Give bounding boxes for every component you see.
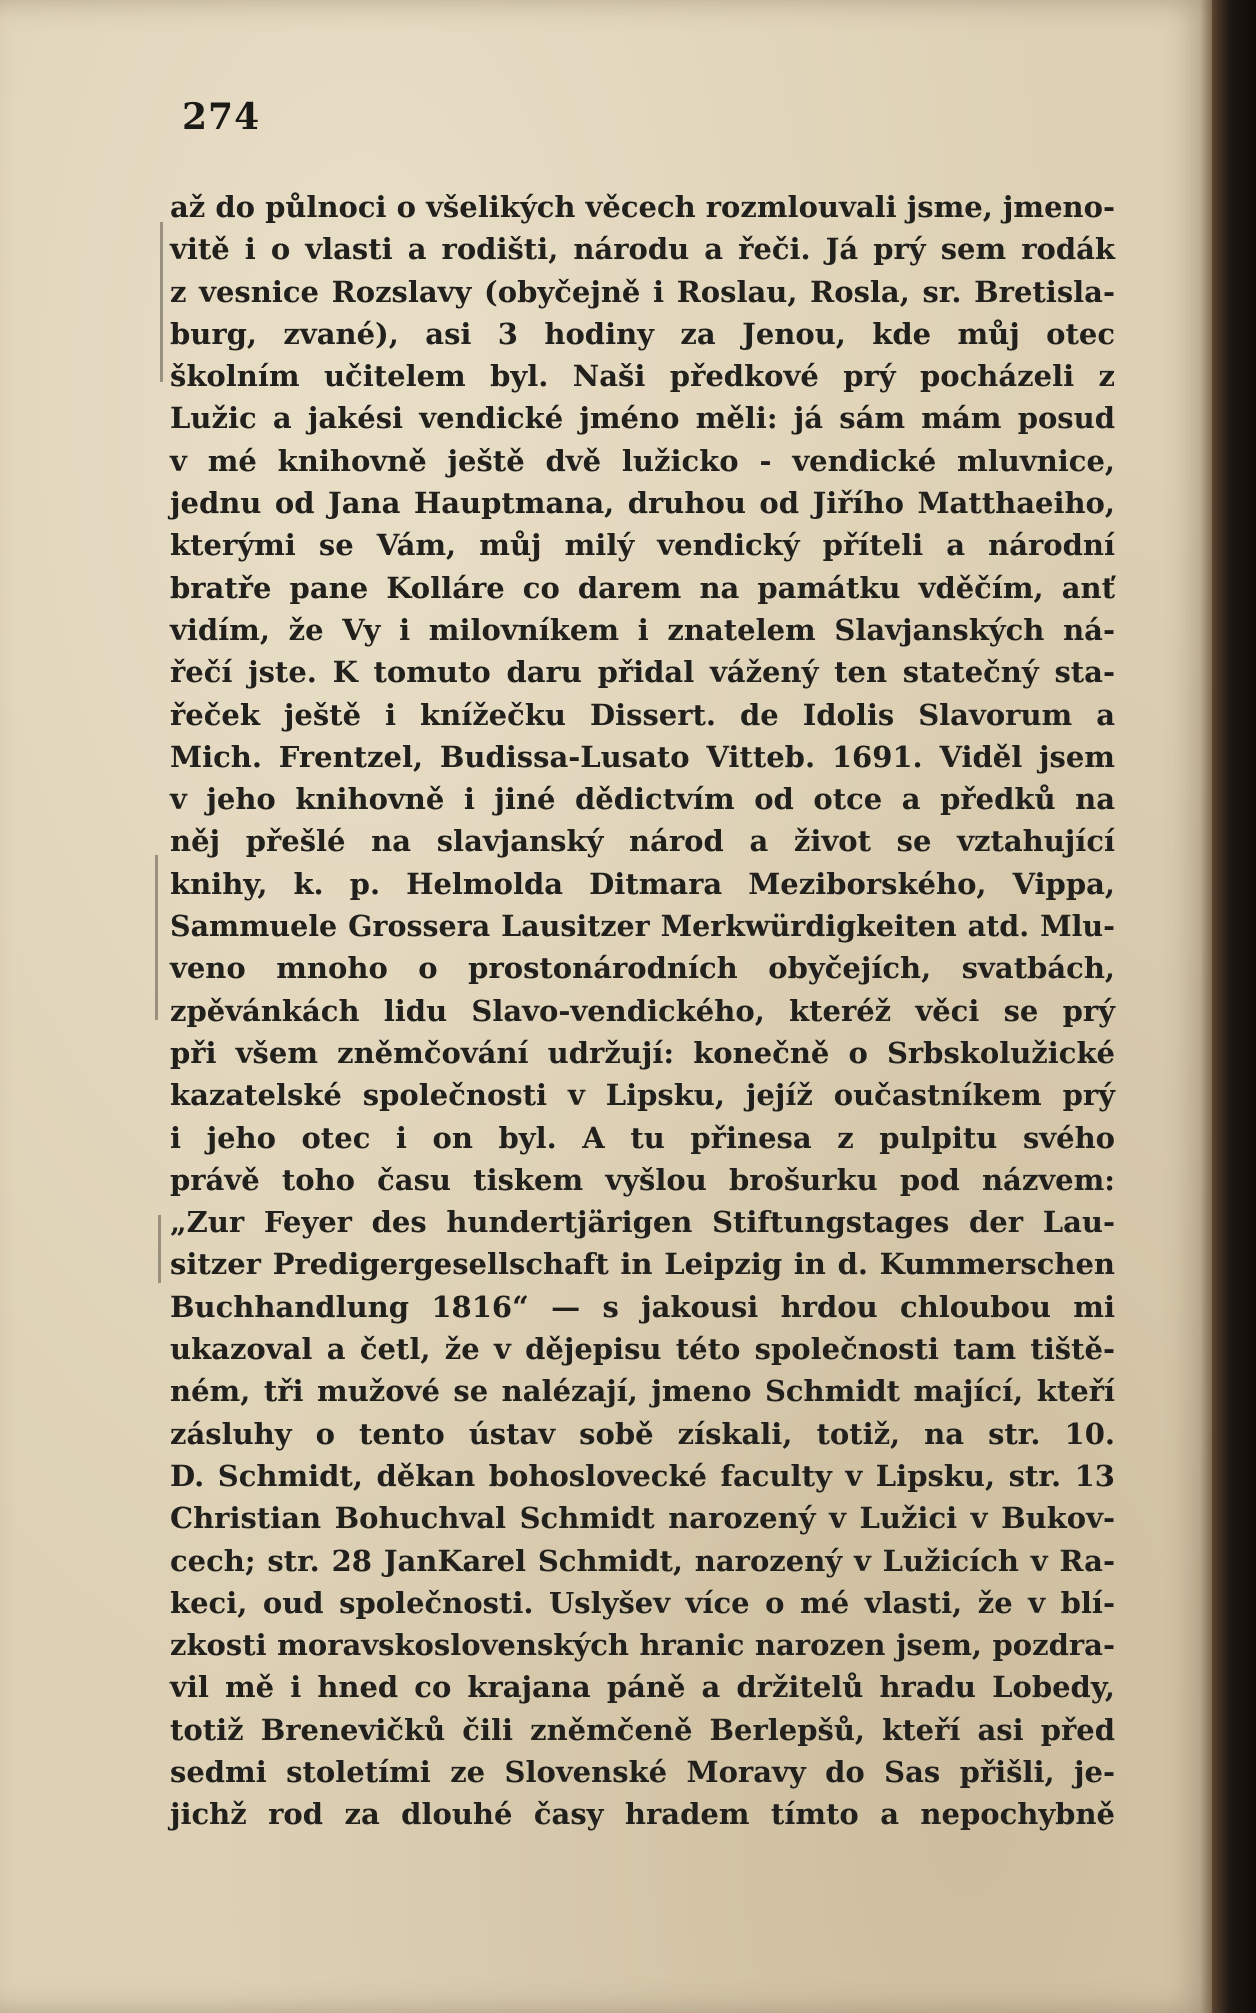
text-line: vil mě i hned co krajana páně a držitelů hradu Lobedy, [170, 1670, 1115, 1705]
text-line: v jeho knihovně i jiné dědictvím od otce a předků na [170, 782, 1115, 817]
text-line: řečí jste. K tomuto daru přidal vážený ten statečný sta- [170, 655, 1115, 690]
text-line: totiž Brenevičků čili zněmčeně Berlepšů, kteří asi před [170, 1712, 1115, 1747]
body-text [170, 186, 1115, 1836]
text-line: i jeho otec i on byl. A tu přinesa z pulpitu svého [170, 1120, 1115, 1155]
text-line: Mich. Frentzel, Budissa-Lusato Vitteb. 1691. Viděl jsem [170, 739, 1115, 774]
text-line: ném, tři mužové se nalézají, jmeno Schmidt mající, kteří [170, 1374, 1115, 1409]
text-line: vidím, že Vy i milovníkem i znatelem Slavjanských ná- [170, 612, 1115, 647]
page-edge-shadow [1200, 0, 1212, 2013]
text-line: veno mnoho o prostonárodních obyčejích, svatbách, [170, 951, 1115, 986]
text-line: „Zur Feyer des hundertjärigen Stiftungstages der Lau- [170, 1205, 1115, 1240]
text-line: jichž rod za dlouhé časy hradem tímto a nepochybně [170, 1797, 1115, 1832]
text-line: školním učitelem byl. Naši předkové prý pocházeli z [170, 359, 1115, 394]
text-line: burg, zvané), asi 3 hodiny za Jenou, kde můj otec [170, 316, 1115, 351]
text-line: řeček ještě i knížečku Dissert. de Idolis Slavorum a [170, 697, 1115, 732]
text-line: vitě i o vlasti a rodišti, národu a řeči. Já prý sem rodák [170, 232, 1115, 267]
text-line: keci, oud společnosti. Uslyšev více o mé vlasti, že v blí- [170, 1585, 1115, 1620]
text-line: až do půlnoci o všelikých věcech rozmlouvali jsme, jmeno- [170, 190, 1116, 224]
page-number: 274 [182, 96, 261, 138]
text-line: něj přešlé na slavjanský národ a život se vztahující [170, 824, 1115, 859]
text-line: při všem zněmčování udržují: konečně o Srbskolužické [170, 1035, 1115, 1070]
text-line: jednu od Jana Hauptmana, druhou od Jiřího Matthaeiho, [170, 486, 1115, 521]
text-line: sedmi stoletími ze Slovenské Moravy do Sas přišli, je- [170, 1754, 1115, 1789]
text-line: zásluhy o tento ústav sobě získali, totiž, na str. 10. [170, 1416, 1115, 1451]
text-line: sitzer Predigergesellschaft in Leipzig in d. Kummerschen [170, 1247, 1115, 1282]
text-line: zkosti moravskoslovenských hranic narozen jsem, pozdra- [170, 1628, 1115, 1663]
text-line: kterými se Vám, můj milý vendický příteli a národní [170, 528, 1115, 563]
text-line: zpěvánkách lidu Slavo-vendického, kteréž věci se prý [170, 993, 1115, 1028]
text-line: právě toho času tiskem vyšlou brošurku pod názvem: [170, 1162, 1115, 1197]
text-line: Buchhandlung 1816“ — s jakousi hrdou chloubou mi [170, 1289, 1115, 1324]
text-line: Sammuele Grossera Lausitzer Merkwürdigkeiten atd. Mlu- [170, 909, 1115, 944]
text-line: Lužic a jakési vendické jméno měli: já sám mám posud [170, 401, 1115, 436]
text-line: knihy, k. p. Helmolda Ditmara Meziborského, Vippa, [170, 866, 1115, 901]
text-line: kazatelské společnosti v Lipsku, jejíž oučastníkem prý [170, 1078, 1115, 1113]
book-spine-gutter [1212, 0, 1256, 2013]
margin-pencil-mark [155, 855, 158, 1020]
text-line: bratře pane Kolláre co darem na památku vděčím, anť [170, 570, 1115, 605]
margin-pencil-mark [158, 1215, 161, 1283]
text-line: z vesnice Rozslavy (obyčejně i Roslau, Rosla, sr. Bretisla- [170, 274, 1115, 309]
text-line: D. Schmidt, děkan bohoslovecké faculty v Lipsku, str. 13 [170, 1458, 1115, 1493]
text-line: cech; str. 28 JanKarel Schmidt, narozený v Lužicích v Ra- [170, 1543, 1115, 1578]
text-line: v mé knihovně ještě dvě lužicko - vendické mluvnice, [170, 443, 1115, 478]
text-line: Christian Bohuchval Schmidt narozený v Lužici v Bukov- [170, 1501, 1115, 1536]
margin-pencil-mark [160, 222, 163, 382]
text-line: ukazoval a četl, že v dějepisu této společnosti tam tiště- [170, 1332, 1115, 1367]
